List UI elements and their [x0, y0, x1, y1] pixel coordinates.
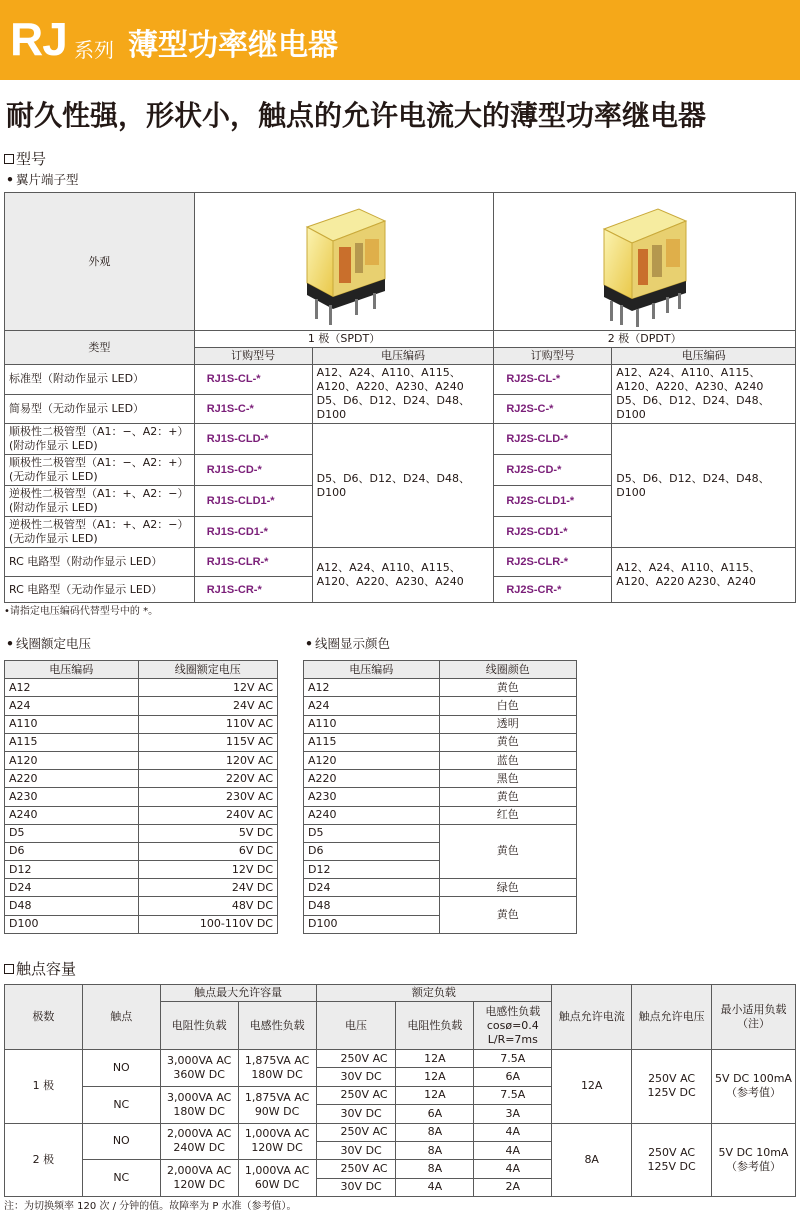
table-row	[5, 897, 278, 915]
voltage-code-cell: A220	[5, 770, 139, 788]
voltage-codes-group1-2pole: A12、A24、A110、A115、A120、A220、A230、A240 D5、D6、D12、D24、D48、D100	[612, 365, 796, 424]
rated-voltage-cell: 12V DC	[138, 861, 277, 879]
table-row	[5, 679, 278, 697]
voltage-code-cell: A120	[304, 751, 440, 769]
header-inductive: 电感性负载	[238, 1002, 316, 1050]
part-number: RJ2S-CLR-*	[494, 548, 612, 577]
rated-inductive-cell: 2A	[474, 1178, 552, 1196]
subsection-coil-color: • 线圈显示颜色	[305, 636, 391, 651]
header-voltage-code: 电压编码	[5, 661, 139, 679]
max-resistive-cell: 3,000VA AC 360W DC	[160, 1050, 238, 1087]
rated-resistive-cell: 12A	[396, 1068, 474, 1086]
rated-voltage-cell: 30V DC	[316, 1068, 396, 1086]
part-number: RJ2S-CLD1-*	[494, 486, 612, 517]
coil-color-cell: 黄色	[439, 679, 576, 697]
header-allowed-current: 触点允许电流	[552, 985, 632, 1050]
min-load-cell: 5V DC 100mA （参考值）	[712, 1050, 796, 1124]
table-row	[304, 679, 577, 697]
voltage-code-cell: D100	[5, 915, 139, 933]
table-row	[304, 788, 577, 806]
series-name: RJ	[10, 13, 67, 65]
part-number: RJ2S-C-*	[494, 394, 612, 424]
part-number: RJ2S-CD-*	[494, 455, 612, 486]
contact-note: 注：为切换频率 120 次 / 分钟的值。故障率为 P 水准（参考值）。	[4, 1201, 297, 1212]
voltage-code-cell: D24	[304, 879, 440, 897]
rated-inductive-cell: 7.5A	[474, 1086, 552, 1104]
type-simple: 简易型（无动作显示 LED）	[5, 394, 195, 424]
part-number: RJ1S-CLD-*	[194, 424, 312, 455]
voltage-codes-group2-2pole: D5、D6、D12、D24、D48、D100	[612, 424, 796, 548]
contact-capacity-table	[4, 984, 796, 1197]
rated-voltage-cell: 220V AC	[138, 770, 277, 788]
header-rated-voltage: 线圈额定电压	[138, 661, 277, 679]
coil-color-cell: 绿色	[439, 879, 576, 897]
subsection-coil-voltage: • 线圈额定电压	[6, 636, 92, 651]
header-rated-load: 额定负载	[316, 985, 552, 1002]
rated-voltage-cell: 24V DC	[138, 879, 277, 897]
rated-voltage-cell: 250V AC	[316, 1050, 396, 1068]
table-row	[5, 697, 278, 715]
max-inductive-cell: 1,000VA AC 60W DC	[238, 1160, 316, 1197]
table-row	[5, 733, 278, 751]
type-rc: RC 电路型（无动作显示 LED）	[5, 577, 195, 603]
relay-2pole-image-cell	[494, 193, 796, 331]
header-contact: 触点	[82, 985, 160, 1050]
part-number: RJ1S-C-*	[194, 394, 312, 424]
rated-inductive-cell: 4A	[474, 1141, 552, 1159]
voltage-code-cell: D6	[304, 842, 440, 860]
max-resistive-cell: 2,000VA AC 120W DC	[160, 1160, 238, 1197]
type-standard: 标准型（附动作显示 LED）	[5, 365, 195, 395]
voltage-code-cell: D6	[5, 842, 139, 860]
part-number: RJ2S-CL-*	[494, 365, 612, 395]
header-rated-resistive: 电阻性负载	[396, 1002, 474, 1050]
rated-voltage-cell: 30V DC	[316, 1178, 396, 1196]
voltage-code-cell: A240	[304, 806, 440, 824]
table-row	[5, 1050, 796, 1068]
voltage-code-cell: D48	[5, 897, 139, 915]
table-row	[5, 824, 278, 842]
rated-resistive-cell: 12A	[396, 1050, 474, 1068]
rated-resistive-cell: 8A	[396, 1141, 474, 1159]
voltage-code-cell: A12	[304, 679, 440, 697]
max-inductive-cell: 1,000VA AC 120W DC	[238, 1123, 316, 1160]
voltage-codes-group3-2pole: A12、A24、A110、A115、A120、A220 A230、A240	[612, 548, 796, 603]
appearance-label: 外观	[5, 193, 195, 331]
rated-voltage-cell: 24V AC	[138, 697, 277, 715]
header-poles: 极数	[5, 985, 83, 1050]
voltage-code-cell: D5	[5, 824, 139, 842]
allowed-voltage-cell: 250V AC 125V DC	[632, 1123, 712, 1197]
pole-cell: 2 极	[5, 1123, 83, 1197]
contact-cell: NO	[82, 1123, 160, 1160]
table-row	[5, 788, 278, 806]
model-note: •请指定电压编码代替型号中的 *。	[4, 606, 159, 617]
table-row	[304, 697, 577, 715]
voltage-code-header-2: 电压编码	[612, 348, 796, 365]
table-row	[5, 715, 278, 733]
model-table	[4, 192, 796, 603]
type-diode-reverse-led: 逆极性二极管型（A1：+、A2：−）(附动作显示 LED)	[5, 486, 195, 517]
voltage-code-cell: A110	[5, 715, 139, 733]
type-diode-reverse: 逆极性二极管型（A1：+、A2：−）(无动作显示 LED)	[5, 517, 195, 548]
table-row	[304, 824, 577, 842]
coil-color-cell: 黄色	[439, 733, 576, 751]
part-number: RJ1S-CR-*	[194, 577, 312, 603]
voltage-code-cell: A220	[304, 770, 440, 788]
part-number: RJ1S-CLD1-*	[194, 486, 312, 517]
coil-color-cell: 黄色	[439, 897, 576, 933]
voltage-code-cell: A24	[304, 697, 440, 715]
rated-voltage-cell: 240V AC	[138, 806, 277, 824]
header-voltage-code: 电压编码	[304, 661, 440, 679]
section-contact-title: 触点容量	[4, 960, 76, 978]
contact-cell: NO	[82, 1050, 160, 1087]
relay-1pole-image-cell	[194, 193, 494, 331]
voltage-code-cell: A120	[5, 751, 139, 769]
coil-color-cell: 黄色	[439, 788, 576, 806]
table-row	[5, 1123, 796, 1141]
relay-2pole-image	[598, 199, 690, 329]
rated-voltage-cell: 30V DC	[316, 1105, 396, 1123]
rated-inductive-cell: 4A	[474, 1123, 552, 1141]
voltage-code-cell: A230	[304, 788, 440, 806]
rated-voltage-cell: 12V AC	[138, 679, 277, 697]
rated-voltage-cell: 115V AC	[138, 733, 277, 751]
coil-color-cell: 蓝色	[439, 751, 576, 769]
coil-color-cell: 黑色	[439, 770, 576, 788]
voltage-code-cell: D5	[304, 824, 440, 842]
type-label: 类型	[5, 331, 195, 365]
allowed-voltage-cell: 250V AC 125V DC	[632, 1050, 712, 1124]
voltage-code-cell: A115	[304, 733, 440, 751]
rated-voltage-cell: 250V AC	[316, 1160, 396, 1178]
header-allowed-voltage: 触点允许电压	[632, 985, 712, 1050]
type-diode-forward-led: 顺极性二极管型（A1：−、A2：+）(附动作显示 LED)	[5, 424, 195, 455]
part-number: RJ1S-CD1-*	[194, 517, 312, 548]
rated-resistive-cell: 8A	[396, 1123, 474, 1141]
type-diode-forward: 顺极性二极管型（A1：−、A2：+）(无动作显示 LED)	[5, 455, 195, 486]
coil-color-cell: 黄色	[439, 824, 576, 879]
table-row	[304, 751, 577, 769]
table-row	[5, 751, 278, 769]
table-row	[5, 879, 278, 897]
pole1-header: 1 极（SPDT）	[194, 331, 494, 348]
header-resistive: 电阻性负载	[160, 1002, 238, 1050]
contact-cell: NC	[82, 1086, 160, 1123]
bullet-dot-icon: •	[305, 636, 313, 651]
header-coil-color: 线圈颜色	[439, 661, 576, 679]
coil-voltage-table	[4, 660, 278, 934]
rated-inductive-cell: 6A	[474, 1068, 552, 1086]
table-row	[5, 861, 278, 879]
rated-voltage-cell: 30V DC	[316, 1141, 396, 1159]
order-no-header-1: 订购型号	[194, 348, 312, 365]
relay-1pole-image	[299, 199, 389, 327]
min-load-cell: 5V DC 10mA （参考值）	[712, 1123, 796, 1197]
square-bullet-icon	[4, 154, 14, 164]
square-bullet-icon	[4, 964, 14, 974]
max-resistive-cell: 2,000VA AC 240W DC	[160, 1123, 238, 1160]
table-row	[5, 806, 278, 824]
table-row	[304, 715, 577, 733]
rated-resistive-cell: 6A	[396, 1105, 474, 1123]
table-row	[304, 770, 577, 788]
voltage-code-cell: A24	[5, 697, 139, 715]
rated-inductive-cell: 7.5A	[474, 1050, 552, 1068]
max-resistive-cell: 3,000VA AC 180W DC	[160, 1086, 238, 1123]
product-title: 薄型功率继电器	[128, 28, 338, 63]
part-number: RJ1S-CLR-*	[194, 548, 312, 577]
rated-voltage-cell: 250V AC	[316, 1123, 396, 1141]
voltage-code-cell: A240	[5, 806, 139, 824]
header-rated-inductive: 电感性负载 cosø=0.4 L/R=7ms	[474, 1002, 552, 1050]
bullet-dot-icon: •	[6, 172, 14, 187]
header-banner	[0, 0, 800, 80]
pole-cell: 1 极	[5, 1050, 83, 1124]
rated-inductive-cell: 3A	[474, 1105, 552, 1123]
series-suffix: 系列	[74, 38, 114, 62]
table-row	[5, 770, 278, 788]
voltage-codes-group3-1pole: A12、A24、A110、A115、A120、A220、A230、A240	[312, 548, 494, 603]
type-rc-led: RC 电路型（附动作显示 LED）	[5, 548, 195, 577]
rated-voltage-cell: 110V AC	[138, 715, 277, 733]
voltage-code-header-1: 电压编码	[312, 348, 494, 365]
part-number: RJ2S-CR-*	[494, 577, 612, 603]
voltage-codes-group1-1pole: A12、A24、A110、A115、A120、A220、A230、A240 D5、D6、D12、D24、D48、D100	[312, 365, 494, 424]
coil-color-cell: 白色	[439, 697, 576, 715]
rated-voltage-cell: 250V AC	[316, 1086, 396, 1104]
part-number: RJ1S-CD-*	[194, 455, 312, 486]
coil-color-table	[303, 660, 577, 934]
voltage-code-cell: A12	[5, 679, 139, 697]
coil-color-cell: 红色	[439, 806, 576, 824]
order-no-header-2: 订购型号	[494, 348, 612, 365]
contact-cell: NC	[82, 1160, 160, 1197]
header-voltage: 电压	[316, 1002, 396, 1050]
pole2-header: 2 极（DPDT）	[494, 331, 796, 348]
header-min-load: 最小适用负载（注）	[712, 985, 796, 1050]
table-row	[5, 915, 278, 933]
voltage-code-cell: D100	[304, 915, 440, 933]
headline: 耐久性强，形状小，触点的允许电流大的薄型功率继电器	[6, 99, 707, 132]
coil-color-cell: 透明	[439, 715, 576, 733]
header-max-capacity: 触点最大允许容量	[160, 985, 316, 1002]
rated-voltage-cell: 48V DC	[138, 897, 277, 915]
rated-resistive-cell: 12A	[396, 1086, 474, 1104]
table-row	[304, 879, 577, 897]
voltage-code-cell: A115	[5, 733, 139, 751]
part-number: RJ1S-CL-*	[194, 365, 312, 395]
allowed-current-cell: 12A	[552, 1050, 632, 1124]
part-number: RJ2S-CLD-*	[494, 424, 612, 455]
voltage-code-cell: A110	[304, 715, 440, 733]
rated-resistive-cell: 8A	[396, 1160, 474, 1178]
section-models-title: 型号	[4, 150, 46, 168]
rated-voltage-cell: 100-110V DC	[138, 915, 277, 933]
table-row	[304, 806, 577, 824]
max-inductive-cell: 1,875VA AC 180W DC	[238, 1050, 316, 1087]
voltage-codes-group2-1pole: D5、D6、D12、D24、D48、D100	[312, 424, 494, 548]
rated-voltage-cell: 120V AC	[138, 751, 277, 769]
rated-voltage-cell: 5V DC	[138, 824, 277, 842]
rated-resistive-cell: 4A	[396, 1178, 474, 1196]
voltage-code-cell: D12	[5, 861, 139, 879]
allowed-current-cell: 8A	[552, 1123, 632, 1197]
subsection-tab-terminal: • 翼片端子型	[6, 172, 79, 187]
table-row	[304, 897, 577, 915]
voltage-code-cell: A230	[5, 788, 139, 806]
table-row	[5, 842, 278, 860]
voltage-code-cell: D48	[304, 897, 440, 915]
bullet-dot-icon: •	[6, 636, 14, 651]
rated-voltage-cell: 6V DC	[138, 842, 277, 860]
rated-inductive-cell: 4A	[474, 1160, 552, 1178]
max-inductive-cell: 1,875VA AC 90W DC	[238, 1086, 316, 1123]
voltage-code-cell: D12	[304, 861, 440, 879]
rated-voltage-cell: 230V AC	[138, 788, 277, 806]
table-row	[304, 733, 577, 751]
voltage-code-cell: D24	[5, 879, 139, 897]
part-number: RJ2S-CD1-*	[494, 517, 612, 548]
